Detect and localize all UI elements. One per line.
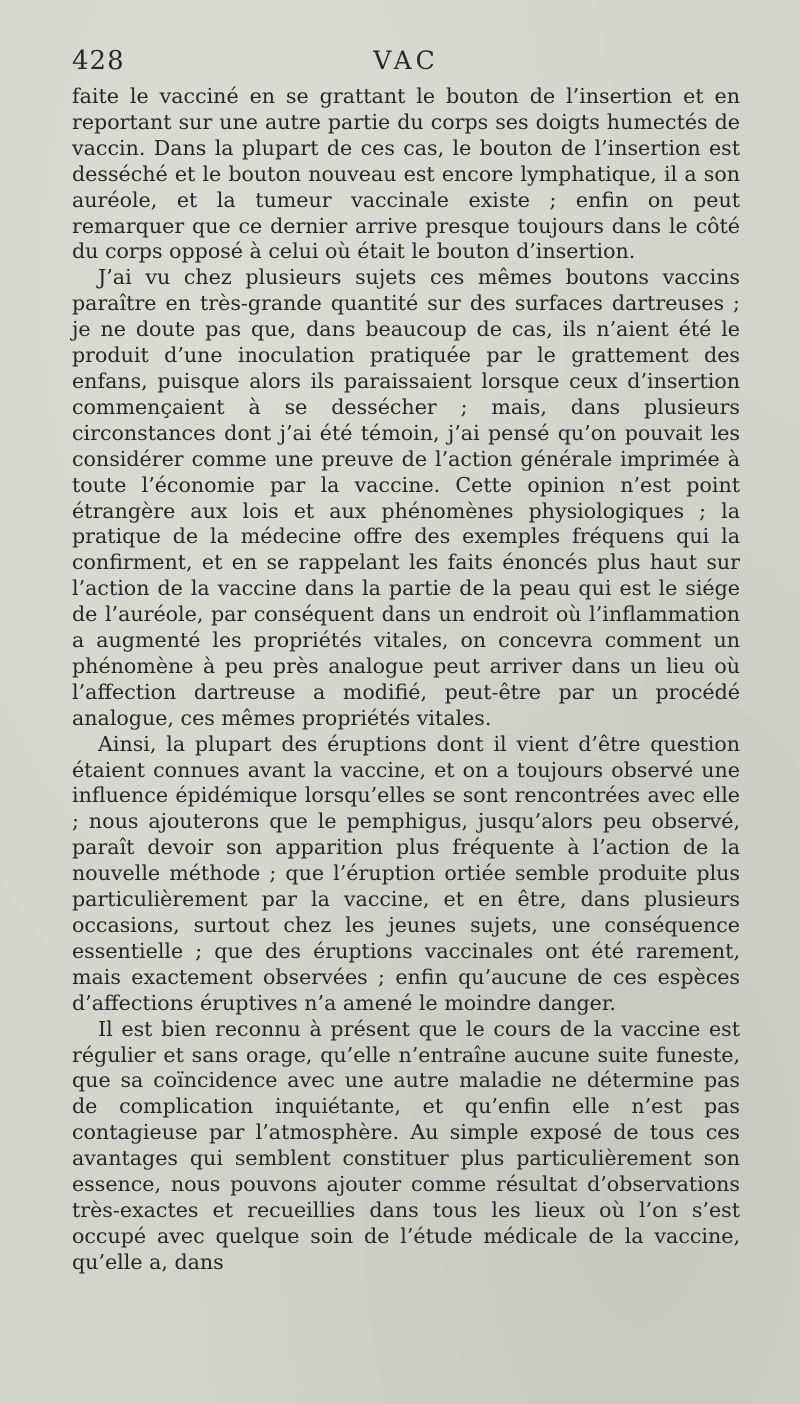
running-head: VAC [373, 46, 439, 75]
page-number: 428 [72, 46, 125, 76]
page-header [72, 46, 740, 80]
paragraph: Il est bien reconnu à présent que le cours de la vaccine est régulier et sans orage, qu’elle n’entraîne aucune suite funeste, que sa coïncidence avec une autre maladie ne détermine pas de complication inquiétante, et qu’enfin elle n’est pas contagieuse par l’atmosphère. Au simple exposé de tous ces avantages qui semblent constituer plus particulièrement son essence, nous pouvons ajouter comme résultat d’observations très-exactes et recueillies dans tous les lieux où l’on s’est occupé avec quelque soin de l’étude médicale de la vaccine, qu’elle a, dans [72, 1016, 740, 1274]
paragraph: Ainsi, la plupart des éruptions dont il vient d’être question étaient connues avant la vaccine, et on a toujours observé une influence épidémique lorsqu’elles se sont rencontrées avec elle ; nous ajouterons que le pemphigus, jusqu’alors peu observé, paraît devoir son apparition plus fréquente à l’action de la nouvelle méthode ; que l’éruption ortiée semble produite plus particulièrement par la vaccine, et en être, dans plusieurs occasions, surtout chez les jeunes sujets, une conséquence essentielle ; que des éruptions vaccinales ont été rarement, mais exactement observées ; enfin qu’aucune de ces espèces d’affections éruptives n’a amené le moindre danger. [72, 731, 740, 1015]
paragraph: J’ai vu chez plusieurs sujets ces mêmes boutons vaccins paraître en très-grande quantité sur des surfaces dartreuses ; je ne doute pas que, dans beaucoup de cas, ils n’aient été le produit d’une inoculation pratiquée par le grattement des enfans, puisque alors ils paraissaient lorsque ceux d’insertion commençaient à se dessécher ; mais, dans plusieurs circonstances dont j’ai été témoin, j’ai pensé qu’on pouvait les considérer comme une preuve de l’action générale imprimée à toute l’économie par la vaccine. Cette opinion n’est point étrangère aux lois et aux phénomènes physiologiques ; la pratique de la médecine offre des exemples fréquens qui la confirment, et en se rappelant les faits énoncés plus haut sur l’action de la vaccine dans la partie de la peau qui est le siége de l’auréole, par conséquent dans un endroit où l’inflammation a augmenté les propriétés vitales, on concevra comment un phénomène à peu près analogue peut arriver dans un lieu où l’affection dartreuse a modifié, peut-être par un procédé analogue, ces mêmes propriétés vitales. [72, 265, 740, 730]
body-text [72, 84, 740, 1276]
paragraph-continuation: faite le vacciné en se grattant le bouton de l’insertion et en reportant sur une autre partie du corps ses doigts humectés de vaccin. Dans la plupart de ces cas, le bouton de l’insertion est desséché et le bouton nouveau est encore lymphatique, il a son auréole, et la tumeur vaccinale existe ; enfin on peut remarquer que ce dernier arrive presque toujours dans le côté du corps opposé à celui où était le bouton d’insertion. [72, 84, 740, 264]
